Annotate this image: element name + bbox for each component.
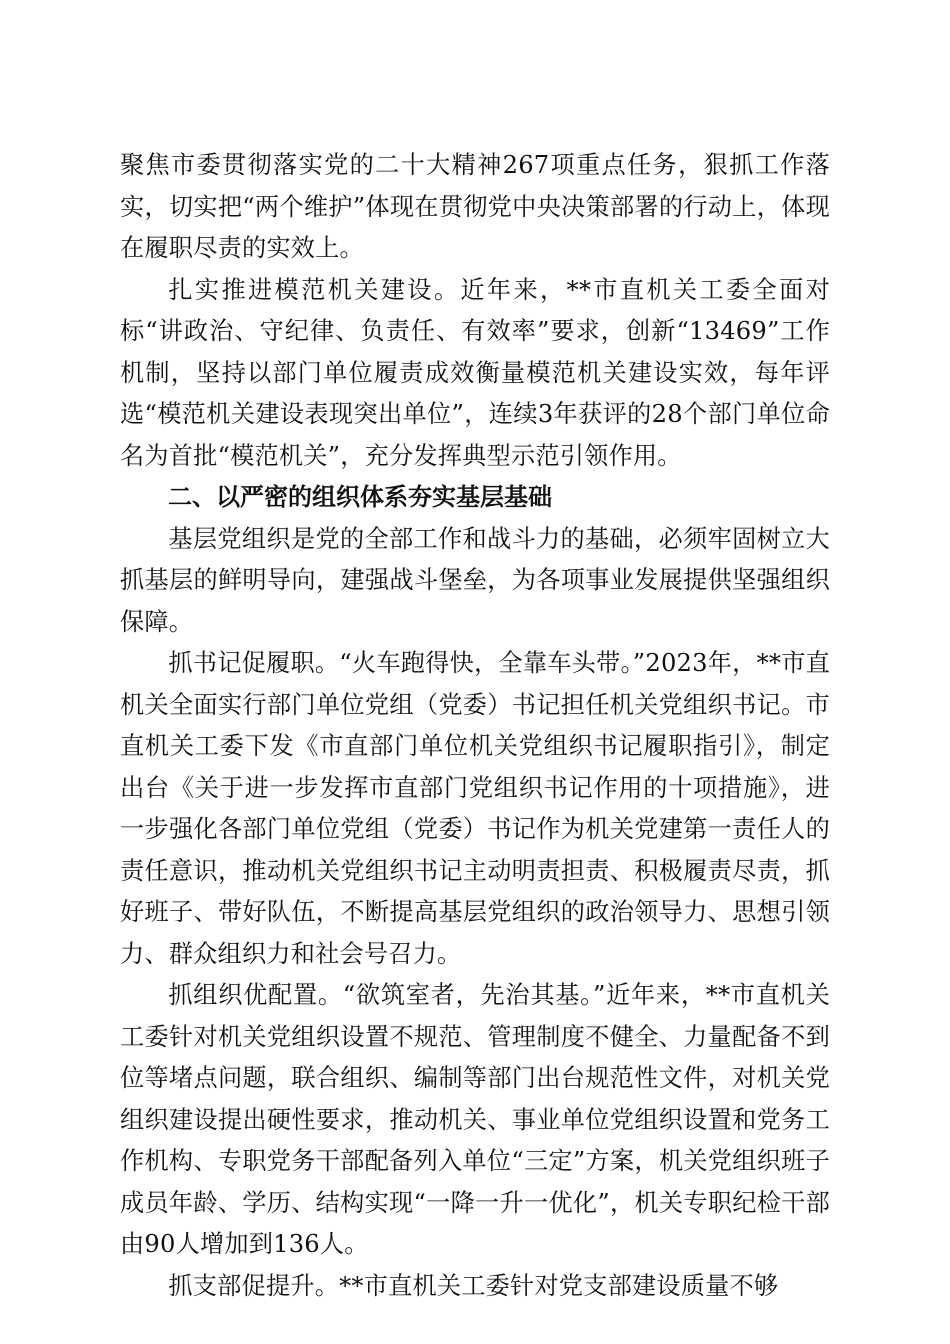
paragraph-grassroots-intro: 基层党组织是党的全部工作和战斗力的基础，必须牢固树立大抓基层的鲜明导向，建强战斗堡垒，为各项事业发展提供坚强组织保障。 bbox=[120, 524, 830, 636]
paragraph-model-organ: 扎实推进模范机关建设。近年来，**市直机关工委全面对标“讲政治、守纪律、负责任、有效率”要求，创新“13469”工作机制，坚持以部门单位履责成效衡量模范机关建设实效，每年评选“模范机关建设表现突出单位”，连续3年获评的28个部门单位命名为首批“模范机关”，充分发挥典型示范引领作用。 bbox=[120, 275, 830, 470]
section-heading-2: 二、以严密的组织体系夯实基层基础 bbox=[168, 483, 552, 511]
document-page bbox=[120, 145, 830, 1307]
paragraph-organization: 抓组织优配置。“欲筑室者，先治其基。”近年来，**市直机关工委针对机关党组织设置不规范、管理制度不健全、力量配备不到位等堵点问题，联合组织、编制等部门出台规范性文件，对机关党组织建设提出硬性要求，推动机关、事业单位党组织设置和党务工作机构、专职党务干部配备列入单位“三定”方案，机关党组织班子成员年龄、学历、结构实现“一降一升一优化”，机关专职纪检干部由90人增加到136人。 bbox=[120, 981, 830, 1258]
paragraph-branch: 抓支部促提升。**市直机关工委针对党支部建设质量不够 bbox=[168, 1271, 779, 1300]
paragraph-secretary: 抓书记促履职。“火车跑得快，全靠车头带。”2023年，**市直机关全面实行部门单位党组（党委）书记担任机关党组织书记。市直机关工委下发《市直部门单位机关党组织书记履职指引》，制定出台《关于进一步发挥市直部门党组织书记作用的十项措施》，进一步强化各部门单位党组（党委）书记作为机关党建第一责任人的责任意识，推动机关党组织书记主动明责担责、积极履责尽责，抓好班子、带好队伍，不断提高基层党组织的政治领导力、思想引领力、群众组织力和社会号召力。 bbox=[120, 649, 830, 968]
paragraph-continuation: 聚焦市委贯彻落实党的二十大精神267项重点任务，狠抓工作落实，切实把“两个维护”体现在贯彻党中央决策部署的行动上，体现在履职尽责的实效上。 bbox=[120, 151, 830, 262]
